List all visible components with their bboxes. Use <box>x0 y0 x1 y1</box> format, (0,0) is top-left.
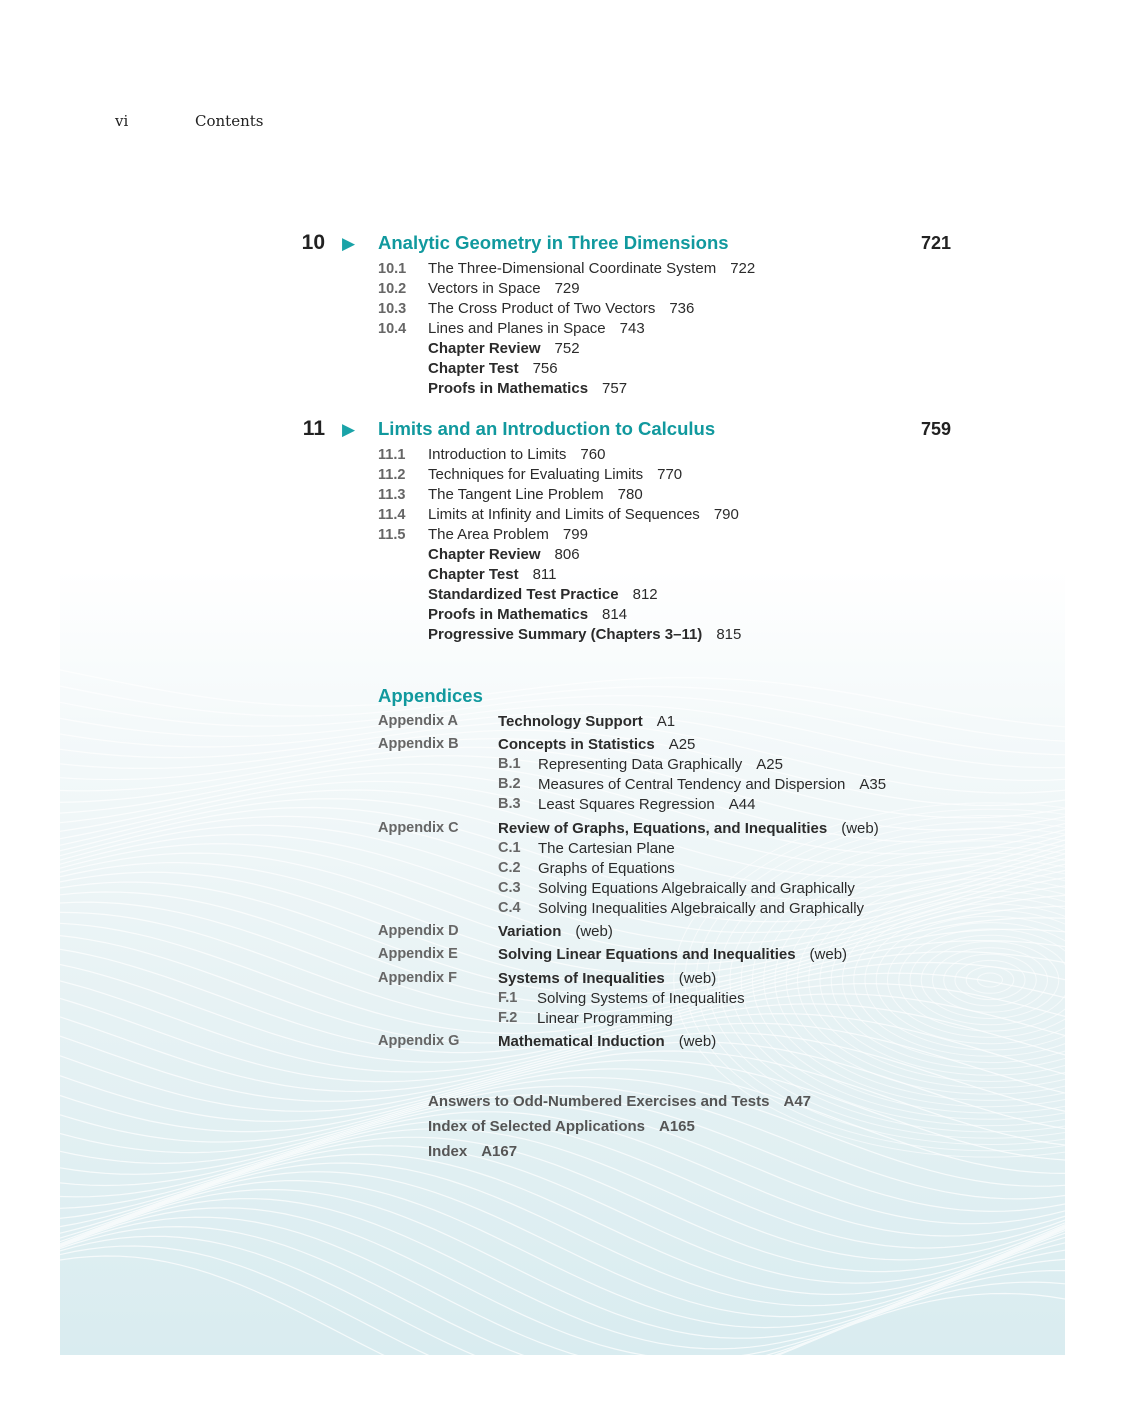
wave-line <box>60 1256 1065 1355</box>
appendix-title: Solving Linear Equations and Inequalities <box>498 946 796 963</box>
extra-page: 806 <box>554 546 580 563</box>
appendix-page: A1 <box>656 713 676 730</box>
section-page: 736 <box>669 300 695 317</box>
extra-title: Chapter Test <box>428 566 519 583</box>
extra-entry[interactable] <box>428 586 658 603</box>
chapter-title[interactable]: Analytic Geometry in Three Dimensions <box>378 232 729 253</box>
section-entry-title[interactable] <box>428 506 739 523</box>
appendix-sub-title[interactable]: Graphs of Equations <box>538 860 675 877</box>
wave-line <box>60 1190 1065 1339</box>
section-title: Vectors in Space <box>428 280 541 297</box>
section-entry[interactable] <box>378 446 405 464</box>
appendix-entry[interactable] <box>498 736 695 753</box>
section-entry-title[interactable] <box>428 320 645 337</box>
back-matter-entry[interactable] <box>428 1093 811 1110</box>
section-entry[interactable] <box>378 506 405 524</box>
ring-line <box>966 967 1014 994</box>
back-matter-page: A167 <box>481 1143 518 1160</box>
extra-title: Proofs in Mathematics <box>428 606 589 623</box>
section-page: 729 <box>554 280 580 297</box>
section-number: 11.5 <box>378 527 406 543</box>
ring-line <box>910 935 1065 1025</box>
section-page: 722 <box>730 260 756 277</box>
appendix-label: Appendix G <box>378 1033 460 1049</box>
section-entry-title[interactable] <box>428 446 605 463</box>
appendix-label: Appendix F <box>378 970 457 986</box>
appendix-label: Appendix E <box>378 946 458 962</box>
appendix-sub-number: B.2 <box>498 776 521 792</box>
section-title: The Area Problem <box>428 526 549 543</box>
section-page: 743 <box>619 320 645 337</box>
page-number: vi <box>115 112 129 130</box>
section-entry[interactable] <box>378 300 406 318</box>
extra-entry[interactable] <box>428 360 558 377</box>
section-title: Introduction to Limits <box>428 446 567 463</box>
section-entry-title[interactable] <box>428 280 580 297</box>
section-page: 790 <box>713 506 739 523</box>
appendix-web-tag: (web) <box>678 970 717 987</box>
section-title: Techniques for Evaluating Limits <box>428 466 644 483</box>
chapter-number: 11 <box>302 417 325 440</box>
wave-line <box>60 1137 1065 1271</box>
appendix-label: Appendix B <box>378 736 459 752</box>
extra-title: Chapter Review <box>428 546 541 563</box>
section-entry[interactable] <box>378 280 406 298</box>
appendix-sub-page: A35 <box>859 776 887 793</box>
section-number: 10.2 <box>378 281 407 297</box>
extra-entry[interactable] <box>428 566 557 583</box>
extra-page: 757 <box>602 380 628 397</box>
extra-title: Chapter Test <box>428 360 519 377</box>
appendix-web-tag: (web) <box>575 923 613 940</box>
extra-title: Progressive Summary (Chapters 3–11) <box>428 626 703 643</box>
appendix-sub-entry[interactable] <box>538 756 783 773</box>
extra-entry[interactable] <box>428 380 627 397</box>
appendix-web-tag: (web) <box>841 820 879 837</box>
appendix-sub-number: C.1 <box>498 840 521 856</box>
chapter-arrow-icon: ▶ <box>342 234 356 253</box>
appendix-entry[interactable] <box>498 946 847 963</box>
wave-line <box>60 1217 1065 1355</box>
extra-page: 812 <box>632 586 658 603</box>
section-number: 11.2 <box>378 467 406 483</box>
appendix-label: Appendix A <box>378 713 459 729</box>
appendix-title: Systems of Inequalities <box>498 970 665 987</box>
chapter-page: 759 <box>921 419 952 439</box>
appendix-sub-number: C.4 <box>498 900 521 916</box>
wave-line <box>60 1017 1065 1093</box>
back-matter-title: Index <box>428 1143 468 1160</box>
ring-line <box>933 948 1048 1012</box>
extra-title: Proofs in Mathematics <box>428 380 589 397</box>
appendix-sub-title: Measures of Central Tendency and Dispersion <box>538 776 846 793</box>
extra-title: Chapter Review <box>428 340 541 357</box>
chapter-title[interactable]: Limits and an Introduction to Calculus <box>378 418 716 439</box>
section-entry-title[interactable] <box>428 260 755 277</box>
chapter-page: 721 <box>921 233 952 253</box>
extra-entry[interactable] <box>428 546 580 563</box>
running-head-label: Contents <box>195 112 264 130</box>
section-entry[interactable] <box>378 486 405 504</box>
section-page: 780 <box>617 486 643 503</box>
appendices-heading: Appendices <box>378 685 483 706</box>
section-entry[interactable] <box>378 466 405 484</box>
appendix-sub-title[interactable]: Solving Inequalities Algebraically and Graphically <box>538 900 865 917</box>
section-number: 10.1 <box>378 261 407 277</box>
section-entry-title[interactable] <box>428 466 682 483</box>
section-title: The Tangent Line Problem <box>428 486 604 503</box>
appendix-sub-page: A44 <box>728 796 756 813</box>
appendix-sub-page: A25 <box>756 756 783 773</box>
appendix-sub-number: C.2 <box>498 860 521 876</box>
extra-entry[interactable] <box>428 606 627 623</box>
back-matter-page: A165 <box>659 1118 695 1135</box>
section-number: 10.4 <box>378 321 407 337</box>
appendix-title: Mathematical Induction <box>498 1033 665 1050</box>
section-entry[interactable] <box>378 260 406 278</box>
appendix-title: Technology Support <box>498 713 643 730</box>
extra-page: 815 <box>716 626 742 643</box>
appendix-label: Appendix D <box>378 923 459 939</box>
extra-title: Standardized Test Practice <box>428 586 619 603</box>
back-matter-title: Index of Selected Applications <box>428 1118 645 1135</box>
section-page: 799 <box>562 526 588 543</box>
appendix-sub-number: C.3 <box>498 880 521 896</box>
back-matter-entry[interactable] <box>428 1118 695 1135</box>
section-entry-title[interactable] <box>428 486 643 503</box>
appendix-sub-number: F.1 <box>498 990 518 1006</box>
section-entry[interactable] <box>378 320 406 338</box>
section-entry-title[interactable] <box>428 300 694 317</box>
appendix-web-tag: (web) <box>678 1033 717 1050</box>
appendix-entry[interactable] <box>498 820 879 837</box>
wave-line <box>60 1129 1065 1260</box>
section-page: 770 <box>657 466 683 483</box>
back-matter-entry[interactable] <box>428 1143 517 1160</box>
wave-line <box>60 1246 1065 1355</box>
section-title: The Three-Dimensional Coordinate System <box>428 260 717 277</box>
appendix-page: A25 <box>668 736 696 753</box>
section-number: 10.3 <box>378 301 407 317</box>
appendix-label: Appendix C <box>378 820 459 836</box>
extra-page: 811 <box>532 566 557 583</box>
back-matter-title: Answers to Odd-Numbered Exercises and Tests <box>428 1093 770 1110</box>
section-number: 11.1 <box>378 447 406 463</box>
chapter-arrow-icon: ▶ <box>342 420 356 439</box>
section-entry[interactable] <box>378 526 405 544</box>
appendix-title: Variation <box>498 923 562 940</box>
appendix-entry[interactable] <box>498 970 716 987</box>
section-title: Lines and Planes in Space <box>428 320 606 337</box>
appendix-web-tag: (web) <box>809 946 848 963</box>
appendix-sub-entry[interactable] <box>538 796 755 813</box>
appendix-title: Concepts in Statistics <box>498 736 655 753</box>
appendix-entry[interactable] <box>498 713 675 730</box>
appendix-sub-number: F.2 <box>498 1010 518 1026</box>
appendix-sub-title[interactable]: Linear Programming <box>537 1010 673 1027</box>
appendix-title: Review of Graphs, Equations, and Inequalities <box>498 820 828 837</box>
extra-page: 814 <box>602 606 628 623</box>
appendix-entry[interactable] <box>498 1033 716 1050</box>
appendix-entry[interactable] <box>498 923 613 940</box>
section-number: 11.3 <box>378 487 406 503</box>
section-number: 11.4 <box>378 507 406 523</box>
appendix-sub-entry[interactable] <box>538 776 886 793</box>
appendix-sub-number: B.1 <box>498 756 521 772</box>
chapter-number: 10 <box>301 231 325 254</box>
extra-entry[interactable] <box>428 626 741 643</box>
section-title: Limits at Infinity and Limits of Sequences <box>428 506 700 523</box>
ring-line <box>888 923 1066 1038</box>
extra-page: 752 <box>554 340 580 357</box>
section-entry-title[interactable] <box>428 526 588 543</box>
appendix-sub-title[interactable]: Solving Systems of Inequalities <box>537 990 745 1007</box>
extra-page: 756 <box>532 360 558 377</box>
appendix-sub-title[interactable]: Solving Equations Algebraically and Graphically <box>538 880 855 897</box>
appendix-sub-title: Representing Data Graphically <box>538 756 743 773</box>
section-page: 760 <box>580 446 606 463</box>
appendix-sub-title: Least Squares Regression <box>538 796 715 813</box>
extra-entry[interactable] <box>428 340 580 357</box>
section-title: The Cross Product of Two Vectors <box>428 300 656 317</box>
appendix-sub-number: B.3 <box>498 796 521 812</box>
back-matter-page: A47 <box>783 1093 812 1110</box>
appendix-sub-title[interactable]: The Cartesian Plane <box>538 840 675 857</box>
wave-line <box>60 1208 1065 1355</box>
